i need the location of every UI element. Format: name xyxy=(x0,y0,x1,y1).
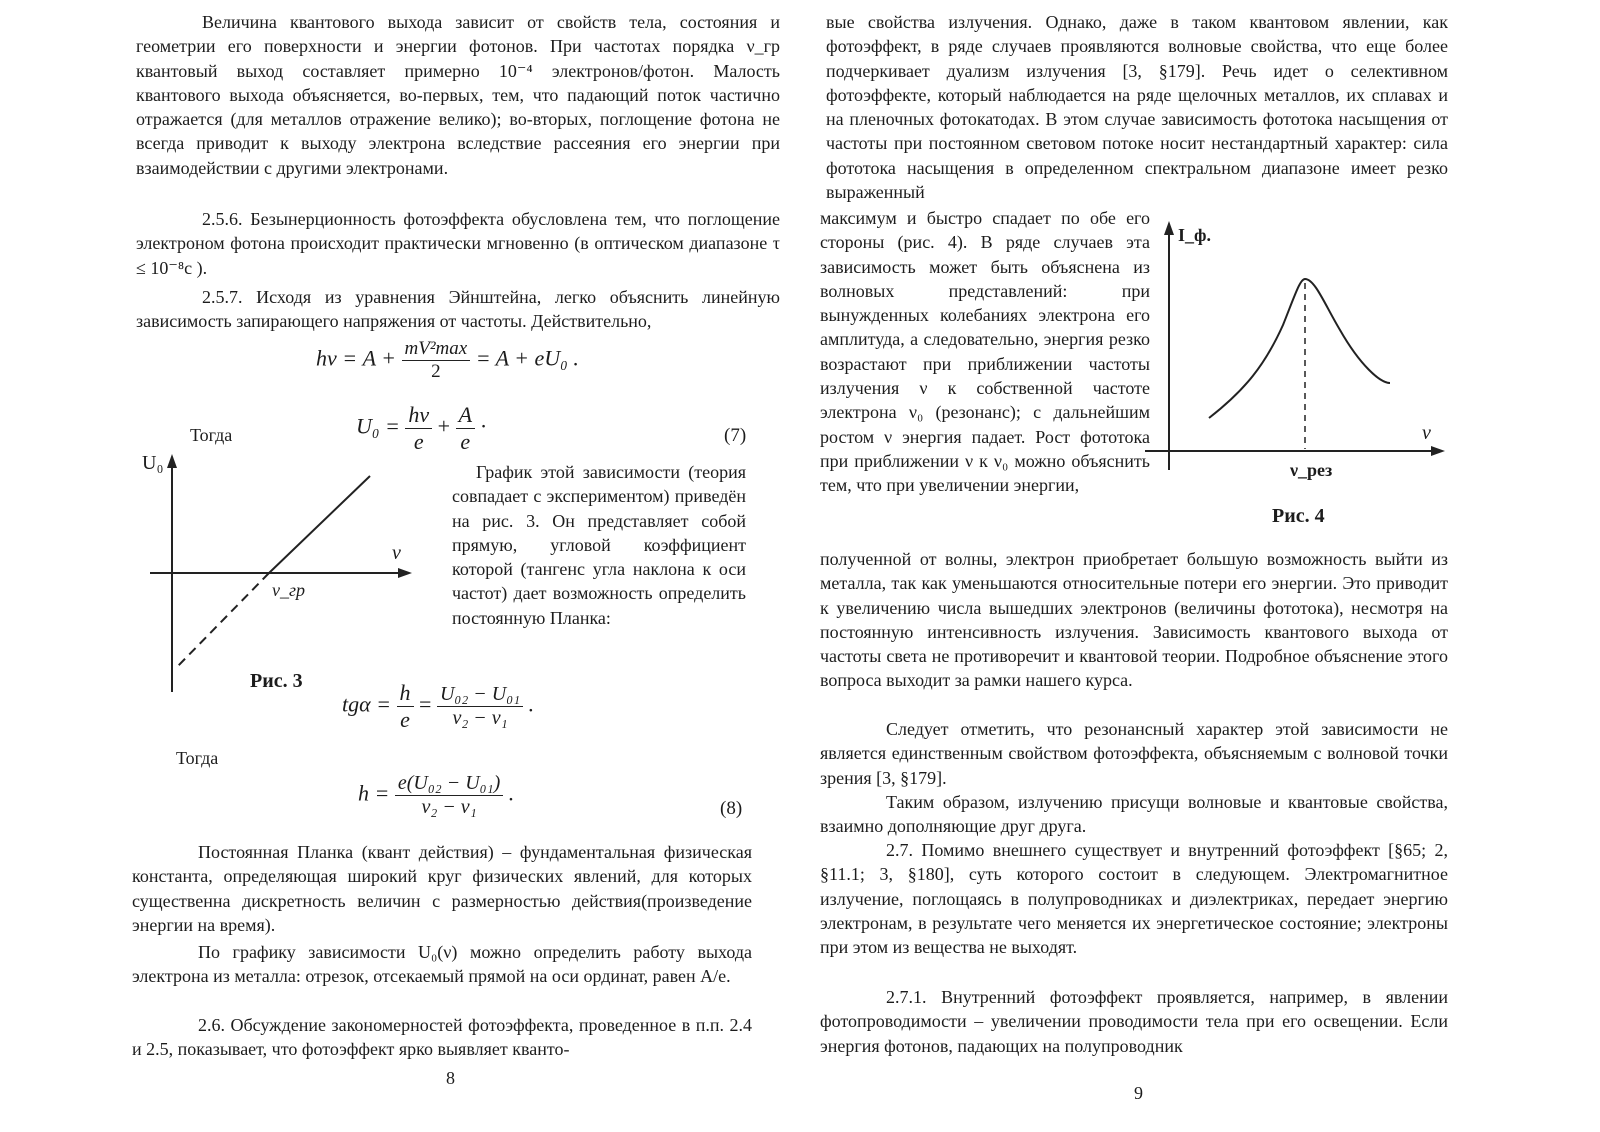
einstein-equation: hν = A + $\frac{\text{mV²max}}{2}$ = A + eU₀ . xyxy=(316,338,579,382)
paragraph-duality: Таким образом, излучению присущи волновые и квантовые свойства, взаимно дополняющие друг друга. xyxy=(820,792,1448,837)
fig4-x-arrow xyxy=(1431,446,1445,456)
fig3-x-label: ν xyxy=(392,542,401,564)
paragraph-2-7: 2.7. Помимо внешнего существует и внутренний фотоэффект [§65; 2, §11.1; 3, §180], суть которого состоит в следующем. Электромагнитное излучение, поглощаясь в полупроводниках и диэлектриках, передает энергию электронам, в результате чего меняется их энергетическое состояние; электроны при этом из вещества не выходят. xyxy=(820,840,1448,958)
fig4-y-label: I_ф. xyxy=(1178,225,1211,245)
slope-equation: tgα = $\frac{h}{e}$ = $\frac{\text{U₀₂ − U₀₁}}{\text{ν₂ − ν₁}}$ . xyxy=(342,680,535,732)
fig3-y-arrow xyxy=(167,454,177,468)
page-number-left: 8 xyxy=(446,1068,455,1088)
paragraph-2-7-1: 2.7.1. Внутренний фотоэффект проявляется, например, в явлении фотопроводимости – увеличении проводимости тела при его освещении. Если энергия фотонов, падающих на полупроводник xyxy=(820,987,1448,1056)
page-number-right: 9 xyxy=(1134,1083,1143,1103)
paragraph-work-function: По графику зависимости U₀(ν) можно определить работу выхода электрона из металла: отрезок, отсекаемый прямой на оси ординат, равен A/e. xyxy=(132,942,752,987)
paragraph-graph-description: График этой зависимости (теория совпадает с экспериментом) приведён на рис. 3. Он представляет собой прямую, угловой коэффициент которой (тангенс угла наклона к оси частот) дает возможность определить постоянную Планка: xyxy=(452,462,746,628)
fig3-line-solid xyxy=(269,476,370,573)
fig4-peak-label: ν_рез xyxy=(1290,460,1333,480)
equation-7-number: (7) xyxy=(724,425,747,446)
paragraph-resonance-note: Следует отметить, что резонансный характер этой зависимости не является единственным свойством фотоэффекта, объясняемым с волновой точки зрения [3, §179]. xyxy=(820,719,1448,788)
equation-8: h = $\frac{\text{e(U₀₂ − U₀₁)}}{\text{ν₂ − ν₁}}$ . xyxy=(358,772,515,818)
paragraph-quantum-yield: Величина квантового выхода зависит от свойств тела, состояния и геометрии его поверхности и энергии фотонов. При частотах порядка ν_гр квантовый выход составляет примерно 10⁻⁴ электронов/фотон. Малость квантового выхода объясняется, во-первых, тем, что падающий поток частично отражается (для металлов отражение велико); во-вторых, поглощение фотона не всегда приводит к выходу электрона вследствие рассеяния его энергии при взаимодействии с другими электронами. xyxy=(136,12,780,178)
fig4-caption: Рис. 4 xyxy=(1272,505,1325,527)
paragraph-photocurrent: полученной от волны, электрон приобретает большую возможность выйти из металла, так как уменьшаются относительные потери его энергии. Это приводит к увеличению числа вышедших электронов (величины фототока), несмотря на постоянную интенсивность излучения. Зависимость квантового выхода от частоты света не противоречит и квантовой теории. Подробное объяснение этого вопроса выходит за рамки нашего курса. xyxy=(820,549,1448,691)
fig3-caption: Рис. 3 xyxy=(250,670,303,692)
figure-3-graph xyxy=(140,450,420,700)
figure-4-graph xyxy=(1155,215,1455,485)
paragraph-2-5-7: 2.5.7. Исходя из уравнения Эйнштейна, легко объяснить линейную зависимость запирающего напряжения от частоты. Действительно, xyxy=(136,287,780,332)
paragraph-resonance: максимум и быстро спадает по обе его стороны (рис. 4). В ряде случаев эта зависимость может быть объяснена из волновых представлений: при вынужденных колебаниях электрона его амплитуда, а следовательно, энергия резко возрастают при приближении частоты излучения ν к собственной частоте электрона ν₀ (резонанс); с дальнейшим ростом ν энергия падает. Рост фототока при приближении ν к ν₀ можно объяснить тем, что при увеличении энергии, xyxy=(820,208,1150,496)
fig4-y-arrow xyxy=(1164,221,1174,235)
fig3-line-dashed xyxy=(176,573,269,668)
fig3-y-label: U₀ xyxy=(142,452,164,474)
then-label: Тогда xyxy=(190,425,233,445)
then-label-2: Тогда xyxy=(176,748,219,768)
fig4-resonance-curve xyxy=(1209,279,1390,418)
paragraph-wave-properties: вые свойства излучения. Однако, даже в таком квантовом явлении, как фотоэффект, в ряде случаев проявляются волновые свойства, что еще более подчеркивает дуализм излучения [3, §179]. Речь идет о селективном фотоэффекте, который наблюдается на ряде щелочных металлов, их сплавах и на пленочных фотокатодах. В этом случае зависимость фототока насыщения от частоты при постоянном световом потоке носит нестандартный характер: сила фототока насыщения в определенном спектральном диапазоне имеет резко выраженный xyxy=(826,12,1448,203)
right-page xyxy=(800,0,1600,1132)
paragraph-planck-constant: Постоянная Планка (квант действия) – фундаментальная физическая константа, определяющая широкий круг физических явлений, для которых существенна дискретность величин с размерностью действия(произведение энергии на время). xyxy=(132,842,752,935)
fig3-x-arrow xyxy=(398,568,412,578)
paragraph-2-6: 2.6. Обсуждение закономерностей фотоэффекта, проведенное в п.п. 2.4 и 2.5, показывает, что фотоэффект ярко выявляет кванто- xyxy=(132,1015,752,1060)
fig3-point-label: ν_гр xyxy=(272,580,306,600)
equation-7: U₀ = $\frac{h\nu}{e}$ + $\frac{A}{e}$ · xyxy=(356,402,487,454)
paragraph-2-5-6: 2.5.6. Безынерционность фотоэффекта обусловлена тем, что поглощение электроном фотона происходит практически мгновенно (в оптическом диапазоне τ ≤ 10⁻⁸с ). xyxy=(136,209,780,278)
fig4-x-label: ν xyxy=(1422,422,1431,444)
equation-8-number: (8) xyxy=(720,798,743,819)
